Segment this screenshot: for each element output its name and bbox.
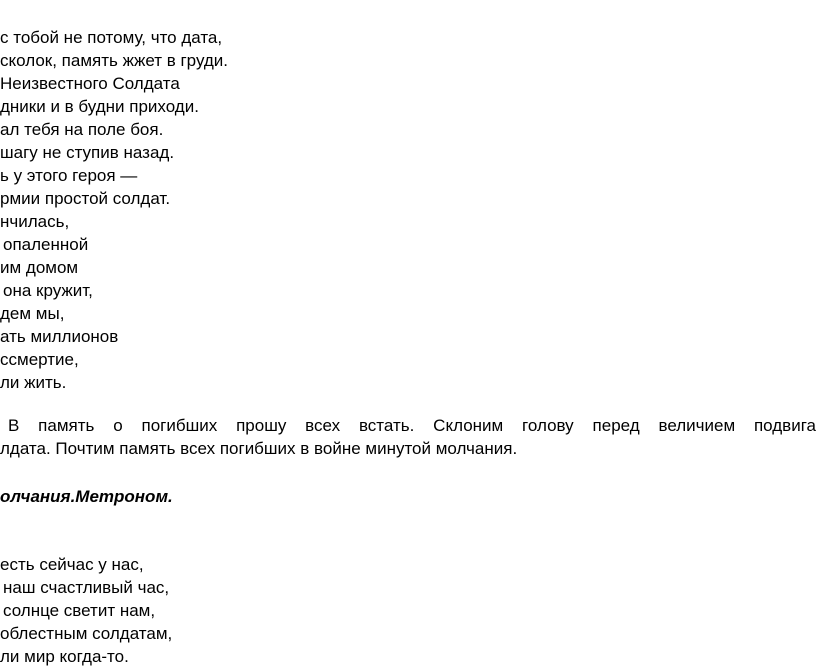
poem-line: облестным солдатам, bbox=[0, 624, 173, 643]
poem-line: есть сейчас у нас, bbox=[0, 555, 144, 574]
poem-line: солнце светит нам, bbox=[3, 601, 156, 620]
poem-line: ь у этого героя — bbox=[0, 166, 138, 185]
poem-line: она кружит, bbox=[3, 281, 93, 300]
poem-line: опаленной bbox=[3, 235, 89, 254]
poem-line: ли мир когда-то. bbox=[0, 647, 129, 666]
speech-line-2: лдата. Почтим память всех погибших в войне минутой молчания. bbox=[0, 439, 518, 458]
speech-line-1: В память о погибших прошу всех встать. Склоним голову перед величием подвига bbox=[8, 416, 816, 435]
poem-line: дем мы, bbox=[0, 304, 65, 323]
poem-line: им домом bbox=[0, 258, 79, 277]
poem-line: Неизвестного Солдата bbox=[0, 74, 180, 93]
poem-line: ать миллионов bbox=[0, 327, 119, 346]
poem-line: сколок, память жжет в груди. bbox=[0, 51, 229, 70]
stage-direction: олчания.Метроном. bbox=[0, 487, 173, 506]
poem-line: рмии простой солдат. bbox=[0, 189, 171, 208]
poem-line: наш счастливый час, bbox=[3, 578, 170, 597]
poem-line: ал тебя на поле боя. bbox=[0, 120, 164, 139]
poem-line: дники и в будни приходи. bbox=[0, 97, 199, 116]
poem-line: с тобой не потому, что дата, bbox=[0, 28, 223, 47]
poem-line: ссмертие, bbox=[0, 350, 79, 369]
poem-line: нчилась, bbox=[0, 212, 70, 231]
poem-line: шагу не ступив назад. bbox=[0, 143, 175, 162]
poem-line: ли жить. bbox=[0, 373, 67, 392]
